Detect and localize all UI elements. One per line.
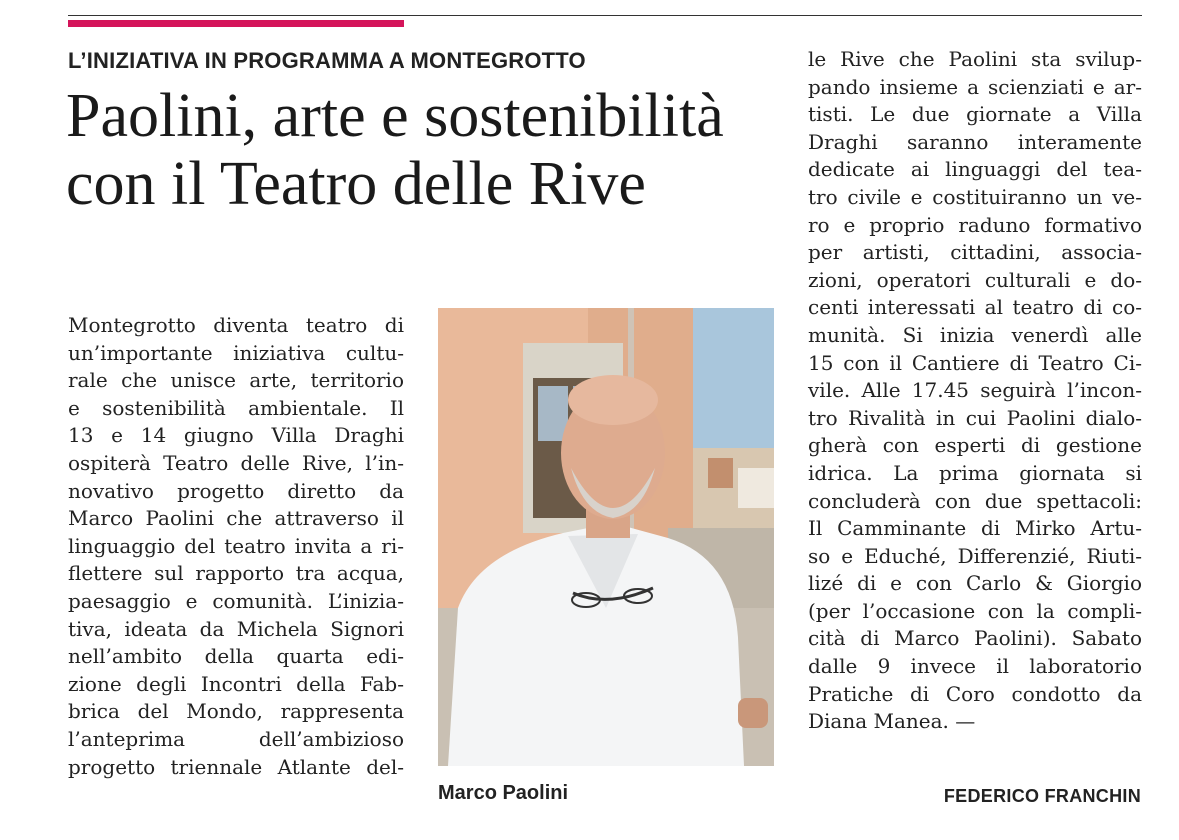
author-byline: FEDERICO FRANCHIN [943, 786, 1141, 806]
body-line: le Rive che Paolini sta svilup- [808, 47, 1142, 71]
body-line: nell’ambito della quarta edi- [68, 644, 404, 669]
body-line: 15 con il Cantiere di Teatro Ci- [808, 350, 1142, 375]
photo-caption: Marco Paolini [438, 782, 569, 804]
body-line: linguaggio del teatro invita a ri- [68, 533, 404, 558]
body-line: 13 e 14 giugno Villa Draghi [68, 423, 404, 448]
body-line: so e Eduché, Differenzié, Riuti- [808, 543, 1142, 568]
article-body-left-column [68, 312, 404, 781]
body-line: per artisti, cittadini, associa- [808, 240, 1142, 265]
body-line: tisti. Le due giornate a Villa [808, 102, 1142, 127]
body-line: concluderà con due spettacoli: [808, 488, 1142, 513]
marco-paolini-photo [438, 308, 774, 766]
body-line: rale che unisce arte, territorio [68, 368, 404, 393]
article-kicker: L’INIZIATIVA IN PROGRAMMA A MONTEGROTTO [68, 48, 586, 73]
body-line: zioni, operatori culturali e do- [808, 267, 1142, 292]
body-line: munità. Si inizia venerdì alle [808, 322, 1142, 347]
body-line: ospiterà Teatro delle Rive, l’in- [68, 450, 404, 475]
body-line: gherà con esperti di gestione [808, 433, 1142, 458]
body-line: progetto triennale Atlante del- [68, 754, 404, 779]
body-line: tiva, ideata da Michela Signori [68, 616, 404, 641]
body-line: brica del Mondo, rappresenta [68, 699, 404, 724]
body-line: flettere sul rapporto tra acqua, [68, 561, 404, 586]
article-headline [66, 82, 796, 218]
body-line: Montegrotto diventa teatro di [68, 313, 404, 337]
article-body-right-column [808, 46, 1142, 736]
section-accent-bar [68, 20, 404, 27]
headline-line: con il Teatro delle Rive [66, 150, 646, 218]
body-line: vile. Alle 17.45 seguirà l’incon- [808, 378, 1142, 403]
body-line: e sostenibilità ambientale. Il [68, 395, 404, 420]
body-line: ro e proprio raduno formativo [808, 212, 1142, 237]
body-line: dalle 9 invece il laboratorio [808, 654, 1142, 679]
body-line: tro Rivalità in cui Paolini dialo- [808, 405, 1142, 430]
body-line: dedicate ai linguaggi del tea- [808, 157, 1142, 182]
body-line: l’anteprima dell’ambizioso [68, 726, 404, 751]
body-line: Pratiche di Coro condotto da [808, 681, 1142, 706]
body-line: paesaggio e comunità. L’inizia- [68, 588, 404, 613]
body-line: pando insieme a scienziati e ar- [808, 74, 1142, 99]
body-line: (per l’occasione con la compli- [808, 598, 1142, 623]
body-line: Draghi saranno interamente [808, 129, 1142, 154]
body-line: cità di Marco Paolini). Sabato [808, 626, 1142, 651]
body-line: novativo progetto diretto da [68, 478, 404, 503]
portrait-illustration [438, 308, 774, 766]
body-line: un’importante iniziativa cultu- [68, 340, 404, 365]
body-line: Diana Manea. — [808, 709, 976, 734]
body-line: Marco Paolini che attraverso il [68, 506, 404, 531]
body-line: centi interessati al teatro di co- [808, 295, 1142, 320]
body-line: idrica. La prima giornata si [808, 460, 1142, 485]
top-rule [68, 15, 1142, 16]
body-line: Il Camminante di Mirko Artu- [808, 516, 1142, 541]
body-line: tro civile e costituiranno un ve- [808, 184, 1142, 209]
body-line: zione degli Incontri della Fab- [68, 671, 404, 696]
body-line: lizé di e con Carlo & Giorgio [808, 571, 1142, 596]
headline-line: Paolini, arte e sostenibilità [66, 82, 724, 150]
